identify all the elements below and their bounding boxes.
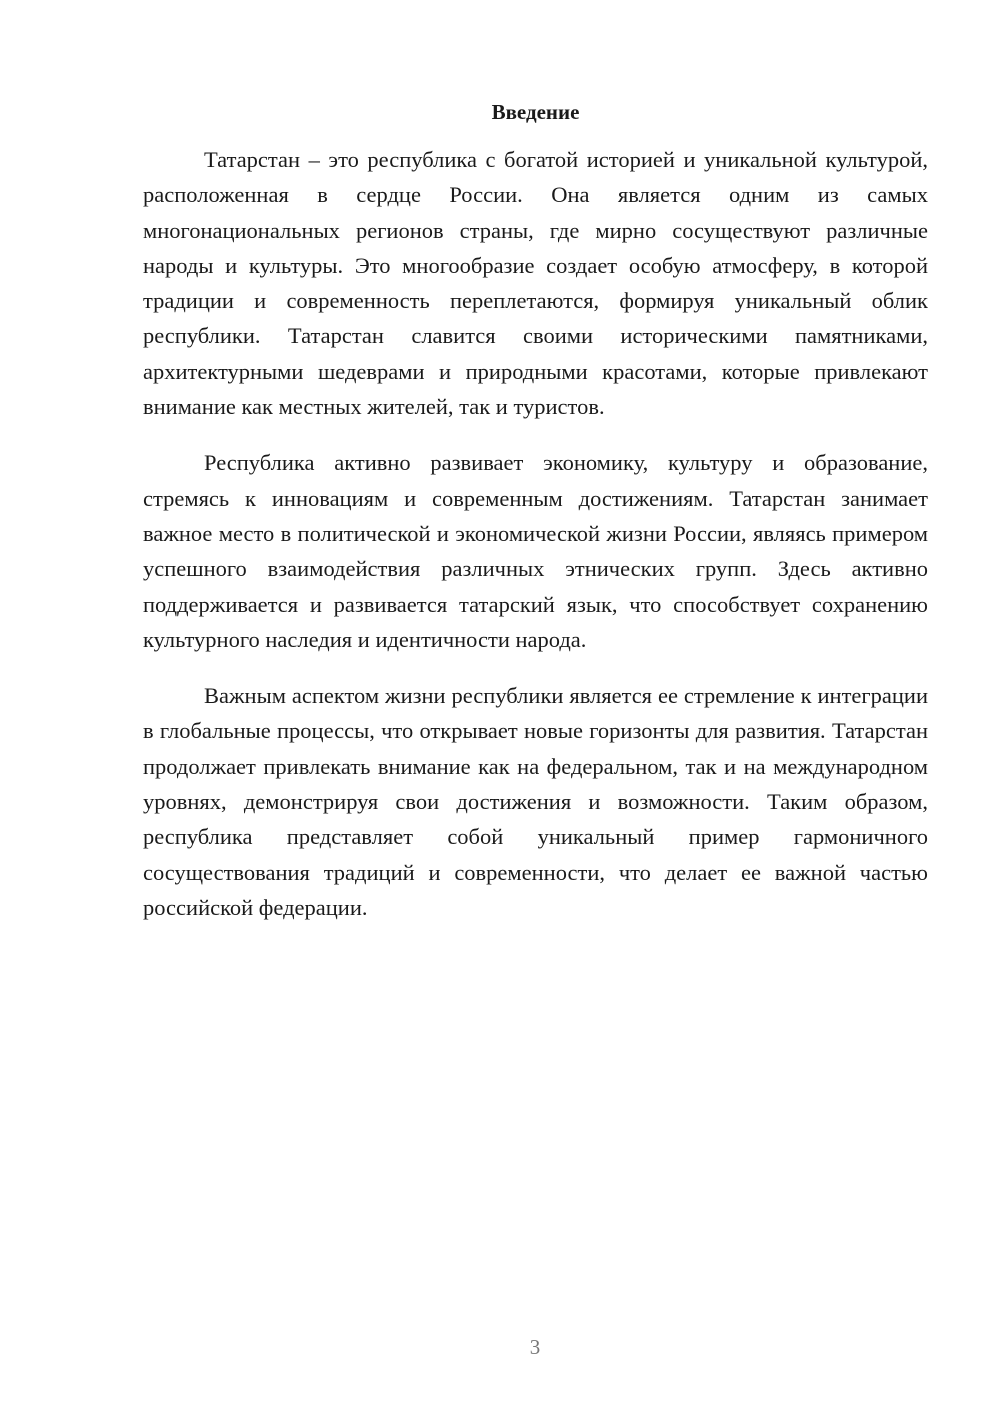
paragraph-2: Республика активно развивает экономику, культуру и образование, стремясь к инновациям и современным достижениям. Татарстан занимает важное место в политической и экономической жизни России, являясь примером успешного взаимодействия различных этнических групп. Здесь активно поддерживается и развивается татарский язык, что способствует сохранению культурного наследия и идентичности народа.: [143, 450, 928, 652]
section-title: Введение: [491, 100, 580, 124]
page-number: 3: [529, 1335, 541, 1359]
paragraph-3: Важным аспектом жизни республики является ее стремление к интеграции в глобальные процессы, что открывает новые горизонты для развития. Татарстан продолжает привлекать внимание как на федеральном, так и на международном уровнях, демонстрируя свои достижения и возможности. Таким образом, республика представляет собой уникальный пример гармоничного сосуществования традиций и современности, что делает ее важной частью российской федерации.: [143, 683, 928, 920]
paragraph-1: Татарстан – это республика с богатой историей и уникальной культурой, расположенная в сердце России. Она является одним из самых многонациональных регионов страны, где мирно сосуществуют различные народы и культуры. Это многообразие создает особую атмосферу, в которой традиции и современность переплетаются, формируя уникальный облик республики. Татарстан славится своими историческими памятниками, архитектурными шедеврами и природными красотами, которые привлекают внимание как местных жителей, так и туристов.: [143, 147, 928, 420]
body-text: [143, 142, 928, 925]
